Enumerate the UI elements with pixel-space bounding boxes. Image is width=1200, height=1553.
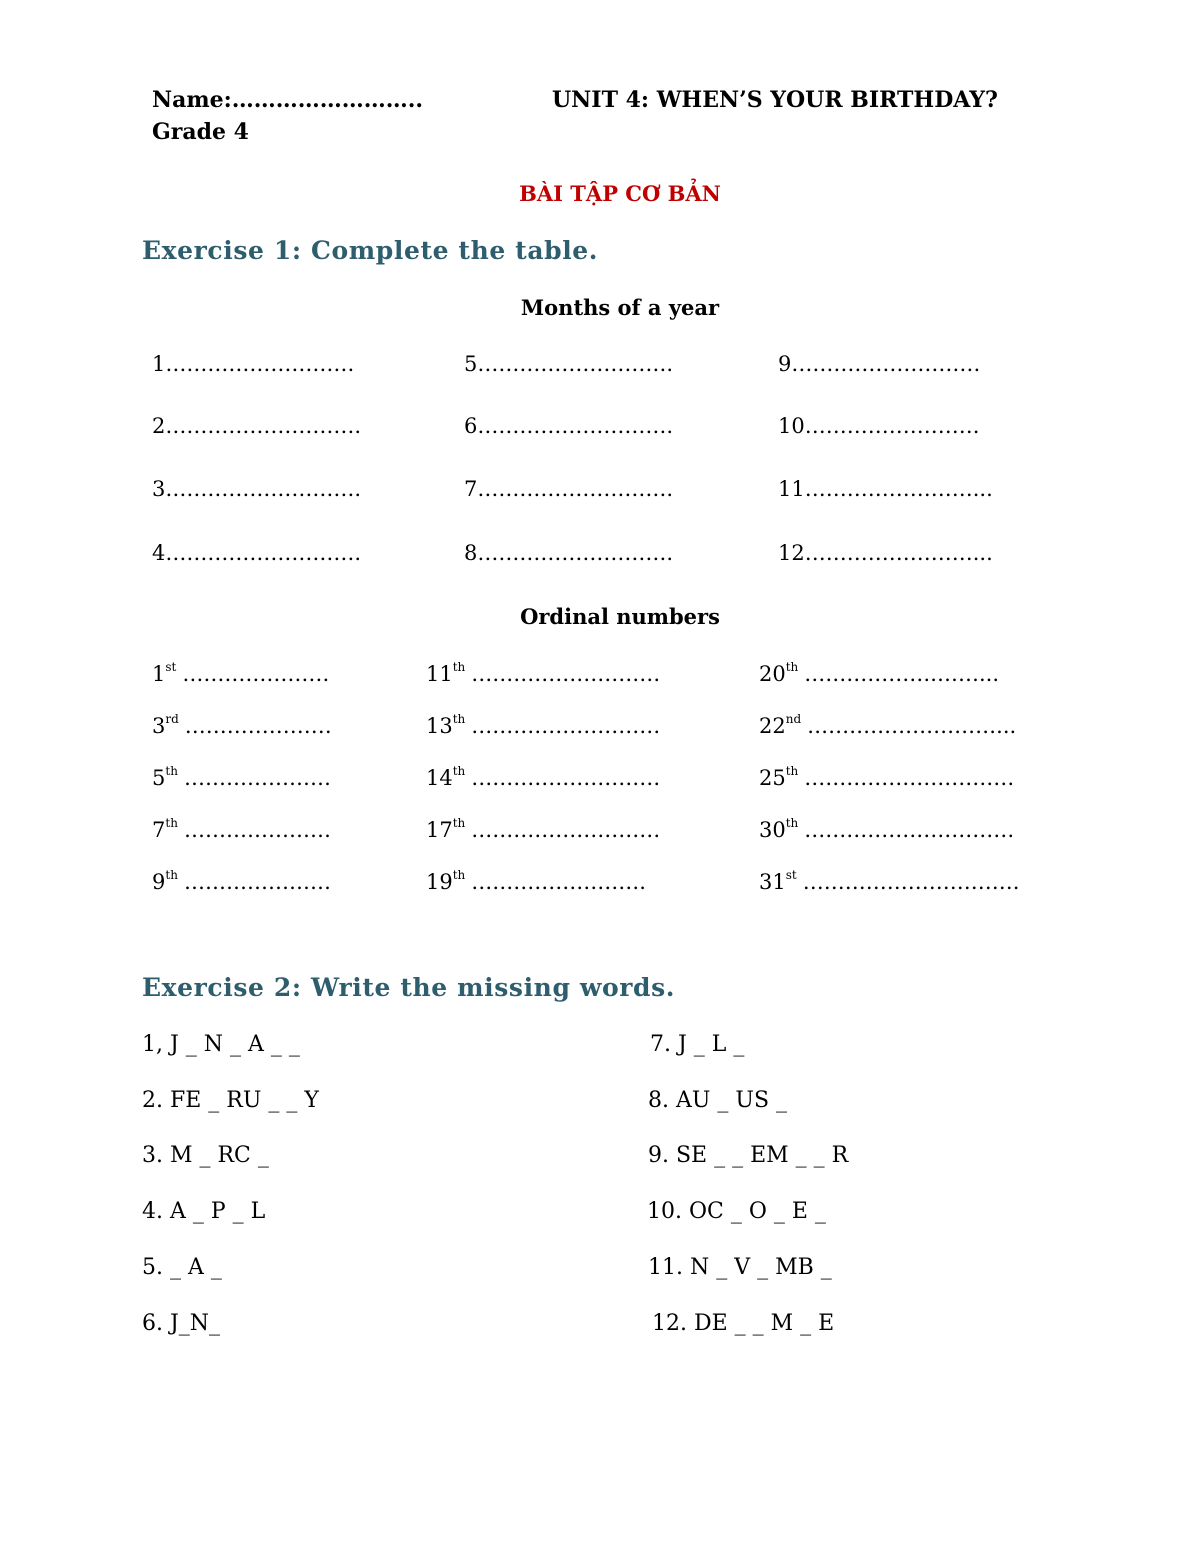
ordinal-blank: ………………… bbox=[183, 870, 331, 894]
ordinal-blank: ………………… bbox=[183, 766, 331, 790]
ordinal-blank: ………………… bbox=[182, 662, 330, 686]
ordinal-number: 1 bbox=[152, 662, 166, 686]
ordinal-item[interactable] bbox=[759, 712, 1016, 738]
missing-word-item[interactable]: 10. OC _ O _ E _ bbox=[647, 1199, 826, 1224]
month-blank-3[interactable]: 3………………………. bbox=[152, 477, 362, 501]
ordinal-item[interactable] bbox=[152, 712, 332, 738]
missing-word-item[interactable]: 11. N _ V _ MB _ bbox=[648, 1255, 832, 1280]
month-blank-9[interactable]: 9……………………… bbox=[778, 352, 981, 376]
ordinal-item[interactable] bbox=[759, 868, 1019, 894]
ordinal-blank: ………………… bbox=[184, 714, 332, 738]
ordinal-table-title: Ordinal numbers bbox=[520, 604, 720, 629]
ordinal-blank: ………………………... bbox=[807, 714, 1017, 738]
ordinal-blank: ……………………… bbox=[471, 714, 661, 738]
ordinal-item[interactable] bbox=[152, 816, 331, 842]
month-blank-2[interactable]: 2………………………. bbox=[152, 414, 362, 438]
ordinal-item[interactable] bbox=[759, 764, 1014, 790]
ordinal-item[interactable] bbox=[426, 764, 660, 790]
ordinal-item[interactable] bbox=[152, 660, 329, 686]
ordinal-number: 13 bbox=[426, 714, 453, 738]
ordinal-blank: ……………………… bbox=[471, 766, 661, 790]
ordinal-number: 19 bbox=[426, 870, 453, 894]
missing-word-item[interactable]: 9. SE _ _ EM _ _ R bbox=[648, 1143, 849, 1168]
grade-label: Grade 4 bbox=[152, 119, 249, 145]
ordinal-suffix: th bbox=[165, 868, 178, 882]
missing-word-item[interactable]: 4. A _ P _ L bbox=[142, 1199, 266, 1224]
ordinal-blank: ……………….……... bbox=[804, 662, 999, 686]
ordinal-suffix: th bbox=[785, 816, 799, 830]
ordinal-suffix: th bbox=[452, 868, 466, 882]
month-blank-4[interactable]: 4………………………. bbox=[152, 541, 362, 565]
ordinal-item[interactable] bbox=[152, 764, 331, 790]
month-blank-5[interactable]: 5………………………. bbox=[464, 352, 674, 376]
ordinal-suffix: th bbox=[452, 816, 466, 830]
ordinal-number: 9 bbox=[152, 870, 166, 894]
ordinal-number: 3 bbox=[152, 714, 166, 738]
month-blank-8[interactable]: 8………………………. bbox=[464, 541, 674, 565]
ordinal-blank: ………………………… bbox=[804, 818, 1015, 842]
ordinal-number: 30 bbox=[759, 818, 786, 842]
ordinal-blank: ……………………… bbox=[471, 818, 661, 842]
missing-word-item[interactable]: 7. J _ L _ bbox=[650, 1032, 745, 1057]
ordinal-suffix: th bbox=[452, 764, 466, 778]
ordinal-item[interactable] bbox=[426, 868, 646, 894]
unit-title: UNIT 4: WHEN’S YOUR BIRTHDAY? bbox=[552, 87, 998, 113]
ordinal-blank: …………………………. bbox=[802, 870, 1020, 894]
ordinal-item[interactable] bbox=[759, 816, 1014, 842]
ordinal-item[interactable] bbox=[152, 868, 331, 894]
missing-word-item[interactable]: 12. DE _ _ M _ E bbox=[652, 1311, 835, 1336]
name-field-label: Name:…………………….. bbox=[152, 87, 424, 113]
ordinal-blank: ……………………… bbox=[471, 662, 661, 686]
month-blank-12[interactable]: 12……………………... bbox=[778, 541, 993, 565]
ordinal-number: 14 bbox=[426, 766, 453, 790]
ordinal-suffix: th bbox=[165, 816, 178, 830]
ordinal-number: 22 bbox=[759, 714, 786, 738]
section-title: BÀI TẬP CƠ BẢN bbox=[519, 181, 721, 206]
ordinal-suffix: th bbox=[785, 764, 799, 778]
ordinal-item[interactable] bbox=[426, 816, 660, 842]
ordinal-blank: ………………… bbox=[183, 818, 331, 842]
ordinal-suffix: st bbox=[165, 660, 177, 674]
ordinal-number: 7 bbox=[152, 818, 166, 842]
ordinal-suffix: th bbox=[165, 764, 178, 778]
missing-word-item[interactable]: 2. FE _ RU _ _ Y bbox=[142, 1088, 319, 1113]
ordinal-suffix: st bbox=[785, 868, 797, 882]
missing-word-item[interactable]: 1, J _ N _ A _ _ bbox=[142, 1032, 300, 1057]
ordinal-number: 25 bbox=[759, 766, 786, 790]
ordinal-blank: ……………………. bbox=[471, 870, 646, 894]
ordinal-number: 11 bbox=[426, 662, 453, 686]
ordinal-number: 17 bbox=[426, 818, 453, 842]
month-blank-6[interactable]: 6………………………. bbox=[464, 414, 674, 438]
ordinal-number: 20 bbox=[759, 662, 786, 686]
missing-word-item[interactable]: 5. _ A _ bbox=[142, 1255, 222, 1280]
month-blank-7[interactable]: 7………………………. bbox=[464, 477, 674, 501]
months-table-title: Months of a year bbox=[520, 295, 720, 320]
missing-word-item[interactable]: 3. M _ RC _ bbox=[142, 1143, 269, 1168]
ordinal-number: 5 bbox=[152, 766, 166, 790]
missing-word-item[interactable]: 6. J_N_ bbox=[142, 1311, 221, 1336]
exercise-2-title: Exercise 2: Write the missing words. bbox=[142, 973, 676, 1002]
month-blank-11[interactable]: 11……………………... bbox=[778, 477, 993, 501]
ordinal-suffix: nd bbox=[785, 712, 802, 726]
ordinal-blank: ………………………… bbox=[804, 766, 1015, 790]
month-blank-1[interactable]: 1……………………… bbox=[152, 352, 355, 376]
missing-word-item[interactable]: 8. AU _ US _ bbox=[648, 1088, 788, 1113]
month-blank-10[interactable]: 10……………………. bbox=[778, 414, 980, 438]
ordinal-suffix: th bbox=[452, 712, 466, 726]
exercise-1-title: Exercise 1: Complete the table. bbox=[142, 236, 599, 265]
ordinal-item[interactable] bbox=[759, 660, 999, 686]
ordinal-suffix: th bbox=[452, 660, 466, 674]
ordinal-suffix: th bbox=[785, 660, 799, 674]
ordinal-number: 31 bbox=[759, 870, 786, 894]
ordinal-suffix: rd bbox=[165, 712, 179, 726]
ordinal-item[interactable] bbox=[426, 660, 660, 686]
ordinal-item[interactable] bbox=[426, 712, 660, 738]
